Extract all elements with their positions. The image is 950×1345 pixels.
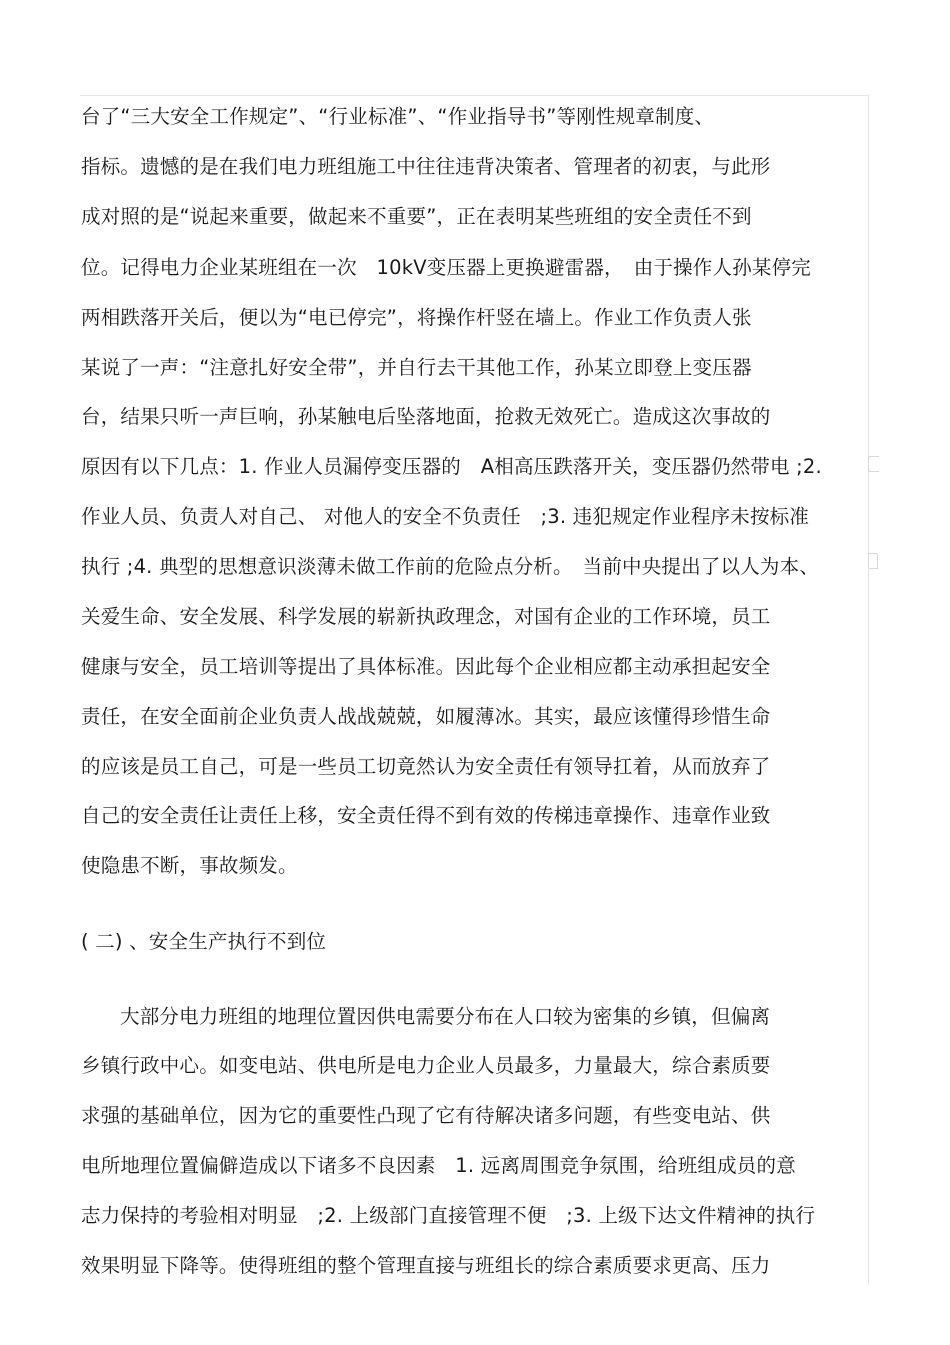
text-line: 责任，在安全面前企业负责人战战兢兢，如履薄冰。其实，最应该懂得珍惜生命: [81, 705, 771, 728]
text-line: 位。记得电力企业某班组在一次 10kV变压器上更换避雷器， 由于操作人孙某停完: [81, 256, 811, 279]
text-line: 效果明显下降等。使得班组的整个管理直接与班组长的综合素质要求更高、压力: [81, 1254, 771, 1277]
text-line: 台了“三大安全工作规定”、“行业标准”、“作业指导书”等刚性规章制度、: [81, 105, 715, 128]
text-line: 电所地理位置偏僻造成以下诸多不良因素 1. 远离周围竞争氛围，给班组成员的意: [81, 1154, 796, 1177]
section-heading: ( 二) 、安全生产执行不到位: [81, 930, 327, 953]
page-border-right: [868, 95, 869, 1285]
text-line: 使隐患不断，事故频发。: [81, 854, 298, 877]
text-line: 关爱生命、安全发展、科学发展的崭新执政理念，对国有企业的工作环境，员工: [81, 605, 771, 628]
text-line: 成对照的是“说起来重要，做起来不重要”，正在表明某些班组的安全责任不到: [81, 205, 752, 228]
page-edge-marker: [868, 456, 879, 472]
text-line: 健康与安全，员工培训等提出了具体标准。因此每个企业相应都主动承担起安全: [81, 655, 771, 678]
page-edge-marker: [868, 553, 878, 569]
text-line: 作业人员、负责人对自己、 对他人的安全不负责任 ;3. 违犯规定作业程序未按标准: [81, 505, 810, 528]
text-line: 指标。遗憾的是在我们电力班组施工中往往违背决策者、管理者的初衷，与此形: [81, 155, 771, 178]
text-line: 的应该是员工自己，可是一些员工切竟然认为安全责任有领导扛着，从而放弃了: [81, 755, 771, 778]
text-line: 原因有以下几点：1. 作业人员漏停变压器的 A相高压跌落开关，变压器仍然带电 ;2.: [81, 455, 822, 478]
text-line: 自己的安全责任让责任上移，安全责任得不到有效的传梯违章操作、违章作业致: [81, 804, 771, 827]
text-line: 台，结果只听一声巨响，孙某触电后坠落地面，抢救无效死亡。造成这次事故的: [81, 405, 771, 428]
text-line: 乡镇行政中心。如变电站、供电所是电力企业人员最多，力量最大，综合素质要: [81, 1054, 771, 1077]
text-line: 某说了一声：“注意扎好安全带”，并自行去干其他工作，孙某立即登上变压器: [81, 356, 752, 379]
text-line: 执行 ;4. 典型的思想意识淡薄未做工作前的危险点分析。 当前中央提出了以人为本、: [81, 555, 820, 578]
page-border-top: [80, 95, 868, 96]
text-line: 志力保持的考验相对明显 ;2. 上级部门直接管理不便 ;3. 上级下达文件精神的执行: [81, 1204, 816, 1227]
text-line: 求强的基础单位，因为它的重要性凸现了它有待解决诸多问题，有些变电站、供: [81, 1104, 771, 1127]
text-line: 两相跌落开关后，便以为“电已停完”，将操作杆竖在墙上。作业工作负责人张: [81, 306, 752, 329]
text-line: 大部分电力班组的地理位置因供电需要分布在人口较为密集的乡镇，但偏离: [120, 1005, 771, 1028]
